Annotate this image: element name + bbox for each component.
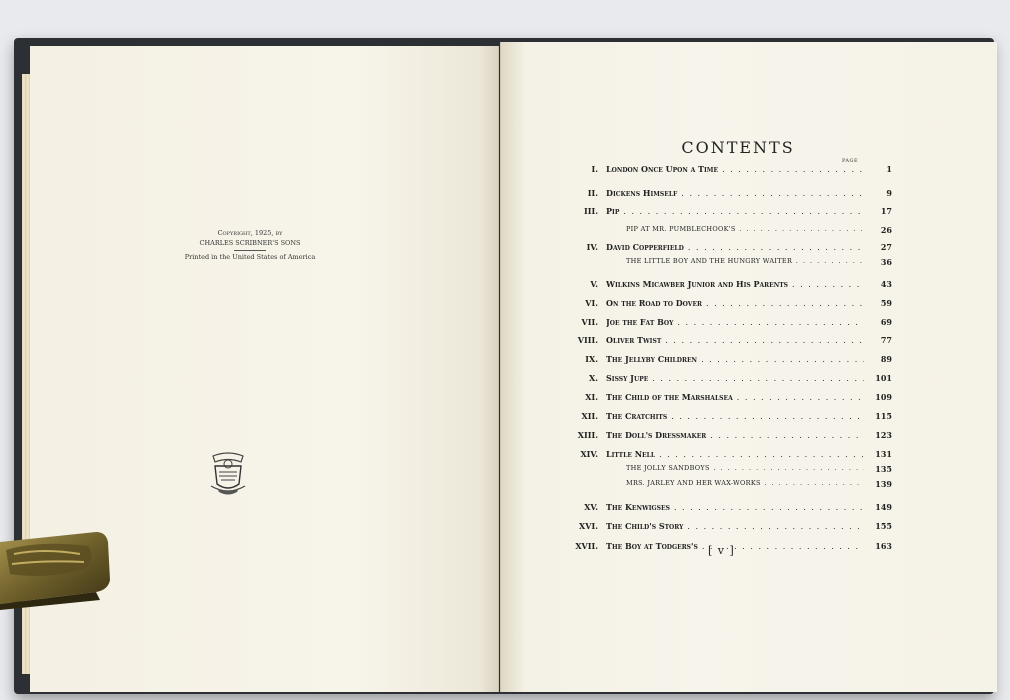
chapter-page: 101 <box>875 373 892 383</box>
page-number: [ v ] <box>708 544 735 557</box>
toc-entry <box>540 242 892 256</box>
chapter-number: X. <box>589 373 598 383</box>
chapter-number: VII. <box>581 317 598 327</box>
chapter-page: 149 <box>875 502 892 512</box>
chapter-number: XVII. <box>575 541 598 551</box>
chapter-title: Sissy Jupe . . . <box>606 373 864 383</box>
chapter-number: III. <box>583 206 598 216</box>
chapter-page: 26 <box>880 225 892 235</box>
chapter-title: Pip . . . <box>606 206 864 216</box>
chapter-page: 36 <box>880 257 892 267</box>
chapter-number: I. <box>591 164 598 174</box>
chapter-page: 139 <box>875 479 892 489</box>
chapter-title: The Cratchits . . . <box>606 411 864 421</box>
chapter-title: The Boy at Todgers's . . . <box>606 541 864 551</box>
chapter-page: 109 <box>875 392 892 402</box>
toc-subentry <box>540 225 892 239</box>
toc-subentry <box>540 257 892 271</box>
chapter-number: VIII. <box>577 335 598 345</box>
toc-entry <box>540 449 892 463</box>
toc-subentry <box>540 464 892 478</box>
chapter-title: THE JOLLY SANDBOYS . . . <box>626 464 864 472</box>
chapter-title: The Kenwigses . . . <box>606 502 864 512</box>
chapter-title: Oliver Twist . . . <box>606 335 864 345</box>
page-column-label: PAGE <box>842 158 859 164</box>
toc-entry <box>540 164 892 178</box>
toc-entry <box>540 392 892 406</box>
chapter-page: 59 <box>880 298 892 308</box>
chapter-page: 1 <box>886 164 892 174</box>
chapter-title: On the Road to Dover . . . <box>606 298 864 308</box>
chapter-number: II. <box>587 188 598 198</box>
printed-in-line: Printed in the United States of America <box>184 253 316 261</box>
chapter-number: V. <box>590 279 598 289</box>
toc-entry <box>540 521 892 535</box>
chapter-title: London Once Upon a Time . . . <box>606 164 864 174</box>
chapter-title: THE LITTLE BOY AND THE HUNGRY WAITER . . . <box>626 257 864 265</box>
toc-entry <box>540 335 892 349</box>
chapter-number: IV. <box>586 242 598 252</box>
toc-entry <box>540 373 892 387</box>
contents-heading: CONTENTS <box>681 138 795 157</box>
toc-entry <box>540 317 892 331</box>
chapter-page: 69 <box>880 317 892 327</box>
chapter-title: The Child's Story . . . <box>606 521 864 531</box>
chapter-page: 89 <box>880 354 892 364</box>
scribner-emblem-icon <box>203 448 253 498</box>
chapter-number: XIII. <box>577 430 598 440</box>
toc-entry <box>540 354 892 368</box>
chapter-page: 9 <box>886 188 892 198</box>
chapter-title: MRS. JARLEY AND HER WAX-WORKS . . . <box>626 479 864 487</box>
toc-entry <box>540 298 892 312</box>
chapter-page: 27 <box>880 242 892 252</box>
chapter-number: VI. <box>585 298 598 308</box>
divider <box>234 250 266 251</box>
toc-subentry <box>540 479 892 493</box>
chapter-number: XV. <box>584 502 598 512</box>
chapter-title: The Jellyby Children . . . <box>606 354 864 364</box>
toc-entry <box>540 430 892 444</box>
chapter-title: Wilkins Micawber Junior and His Parents . . . <box>606 279 864 289</box>
toc-entry <box>540 502 892 516</box>
chapter-title: The Child of the Marshalsea . . . <box>606 392 864 402</box>
chapter-page: 43 <box>880 279 892 289</box>
chapter-page: 163 <box>875 541 892 551</box>
toc-entry <box>540 206 892 220</box>
toc-entry <box>540 411 892 425</box>
chapter-page: 131 <box>875 449 892 459</box>
chapter-number: XI. <box>585 392 598 402</box>
chapter-page: 77 <box>880 335 892 345</box>
chapter-number: IX. <box>585 354 598 364</box>
toc-entry <box>540 279 892 293</box>
brass-bookend-icon <box>0 524 112 610</box>
chapter-number: XVI. <box>579 521 598 531</box>
chapter-title: David Copperfield . . . <box>606 242 864 252</box>
chapter-title: Dickens Himself . . . <box>606 188 864 198</box>
copyright-notice <box>180 228 320 262</box>
chapter-page: 115 <box>875 411 892 421</box>
chapter-title: Little Nell . . . <box>606 449 864 459</box>
chapter-number: XIV. <box>580 449 598 459</box>
chapter-page: 17 <box>880 206 892 216</box>
chapter-page: 123 <box>875 430 892 440</box>
copyright-line: Copyright, 1925, by <box>217 229 283 237</box>
chapter-title: The Doll's Dressmaker . . . <box>606 430 864 440</box>
chapter-page: 135 <box>875 464 892 474</box>
chapter-title: Joe the Fat Boy . . . <box>606 317 864 327</box>
chapter-number: XII. <box>581 411 598 421</box>
chapter-page: 155 <box>875 521 892 531</box>
toc-entry <box>540 188 892 202</box>
chapter-title: PIP AT MR. PUMBLECHOOK'S . . . <box>626 225 864 233</box>
publisher-name: CHARLES SCRIBNER'S SONS <box>199 239 301 247</box>
